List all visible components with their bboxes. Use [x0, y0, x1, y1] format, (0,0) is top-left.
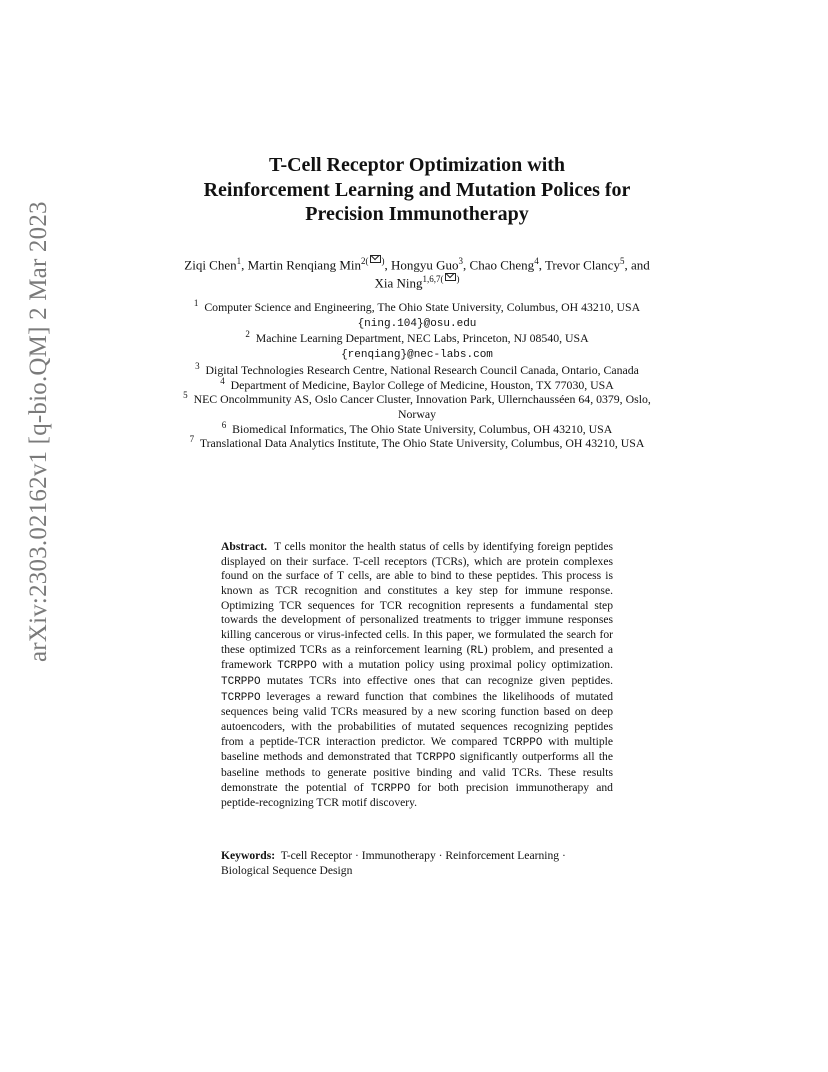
affiliation-number: 5: [183, 390, 188, 401]
affiliation-text: Machine Learning Department, NEC Labs, Princeton, NJ 08540, USA: [255, 331, 589, 346]
affiliation-item: [180, 419, 654, 437]
author-affil-mark: 2( ): [361, 256, 385, 266]
affiliation-number: 6: [221, 419, 227, 430]
affiliation-text: NEC Oncolmmunity AS, Oslo Cancer Cluster, Innovation Park, Ullernchausséen 64, 0379, Oslo, Norway: [193, 392, 651, 421]
affiliation-text: Department of Medicine, Baylor College of Medicine, Houston, TX 77030, USA: [230, 377, 614, 392]
paper-title: [160, 153, 674, 227]
envelope-icon: [445, 273, 456, 281]
author-name: Trevor Clancy: [544, 257, 620, 273]
author-name: and Xia Ning: [374, 257, 650, 291]
abstract: [221, 540, 613, 811]
affiliation-number: 2: [245, 329, 250, 340]
code-term: TCRPPO: [221, 691, 261, 704]
title-line-1: T-Cell Receptor Optimization with: [268, 154, 566, 176]
affiliation-text: Biomedical Informatics, The Ohio State University, Columbus, OH 43210, USA: [232, 421, 613, 436]
affiliation-email: {ning.104}@osu.edu: [357, 317, 477, 330]
affiliation-item: [180, 392, 654, 421]
author-affil-mark: 3: [458, 256, 464, 266]
affiliation-number: 3: [195, 360, 200, 371]
affiliation-text: Digital Technologies Research Centre, National Research Council Canada, Ontario, Canada: [205, 362, 639, 377]
affiliation-item: [180, 375, 654, 393]
author-affil-mark: 1,6,7( ): [422, 274, 460, 285]
code-term: TCRPPO: [277, 660, 317, 673]
arxiv-identifier: arXiv:2303.02162v1 [q-bio.QM] 2 Mar 2023: [25, 201, 52, 662]
author-affil-mark: 4: [534, 256, 539, 266]
title-line-3: Precision Immunotherapy: [305, 203, 529, 225]
author-affil-mark: 1: [236, 256, 242, 266]
affiliation-item: [180, 360, 654, 378]
affiliation-item: [180, 300, 654, 331]
author-name: Chao Cheng: [469, 257, 535, 273]
author-affil-mark: 5: [619, 256, 625, 266]
keywords-text: T-cell Receptor · Immunotherapy · Reinforcement Learning · Biological Sequence Design: [221, 849, 566, 877]
affiliation-item: [180, 436, 654, 451]
affiliation-number: 1: [193, 298, 199, 309]
affiliation-list: [180, 300, 654, 451]
envelope-icon: [370, 255, 381, 263]
abstract-heading: Abstract.: [221, 540, 268, 553]
affiliation-number: 7: [189, 434, 195, 445]
author-name: Martin Renqiang Min: [247, 257, 362, 273]
abstract-body: Abstract. T cells monitor the health status of cells by identifying foreign peptides displayed on their surface. T-cell receptors (TCRs), which are protein complexes found on the surface of T cells, are able to bind to these peptides. This process is known as TCR recognition and constitutes a key step for immune response. Optimizing TCR sequences for TCR recognition represents a fundamental step towards the development of personalized treatments to trigger immune responses killing cancerous or virus-infected cells. In this paper, we formulated the search for these optimized TCRs as a reinforcement learning (RL) problem, and presented a framework TCRPPO with a mutation policy using proximal policy optimization. TCRPPO mutates TCRs into effective ones that can recognize given peptides. TCRPPO leverages a reward function that combines the likelihoods of mutated sequences being valid TCRs measured by a new scoring function based on deep autoencoders, with the probabilities of mutated sequences recognizing peptides from a peptide-TCR interaction predictor. We compared TCRPPO with multiple baseline methods and demonstrated that TCRPPO significantly outperforms all the baseline methods to generate positive binding and valid TCRs. These results demonstrate the potential of TCRPPO for both precision immunotherapy and peptide-recognizing TCR motif discovery.: [221, 540, 613, 810]
affiliation-number: 4: [220, 375, 225, 386]
affiliation-text: Translational Data Analytics Institute, The Ohio State University, Columbus, OH 43210, USA: [199, 436, 645, 451]
code-term: RL: [470, 644, 484, 657]
keywords-heading: Keywords:: [221, 849, 276, 862]
code-term: TCRPPO: [370, 782, 411, 795]
affiliation-text: Computer Science and Engineering, The Ohio State University, Columbus, OH 43210, USA: [204, 300, 641, 314]
code-term: TCRPPO: [221, 675, 261, 688]
affiliation-item: [180, 331, 654, 362]
author-list: Ziqi Chen$^1$, Martin Renqiang Min$^{2( )}$, Hongyu Guo$^3$, Chao Cheng$^4$, Trevor Clancy$^5$, and Xia Ning$^{1,6,7( )}$: [184, 256, 650, 291]
author-name: Hongyu Guo: [391, 257, 459, 273]
author-name: Ziqi Chen: [184, 257, 237, 273]
title-line-2: Reinforcement Learning and Mutation Polices for: [203, 178, 631, 201]
keywords: [221, 849, 613, 878]
code-term: TCRPPO: [416, 752, 456, 765]
code-term: TCRPPO: [502, 736, 543, 749]
affiliation-email: {renqiang}@nec-labs.com: [341, 349, 493, 362]
